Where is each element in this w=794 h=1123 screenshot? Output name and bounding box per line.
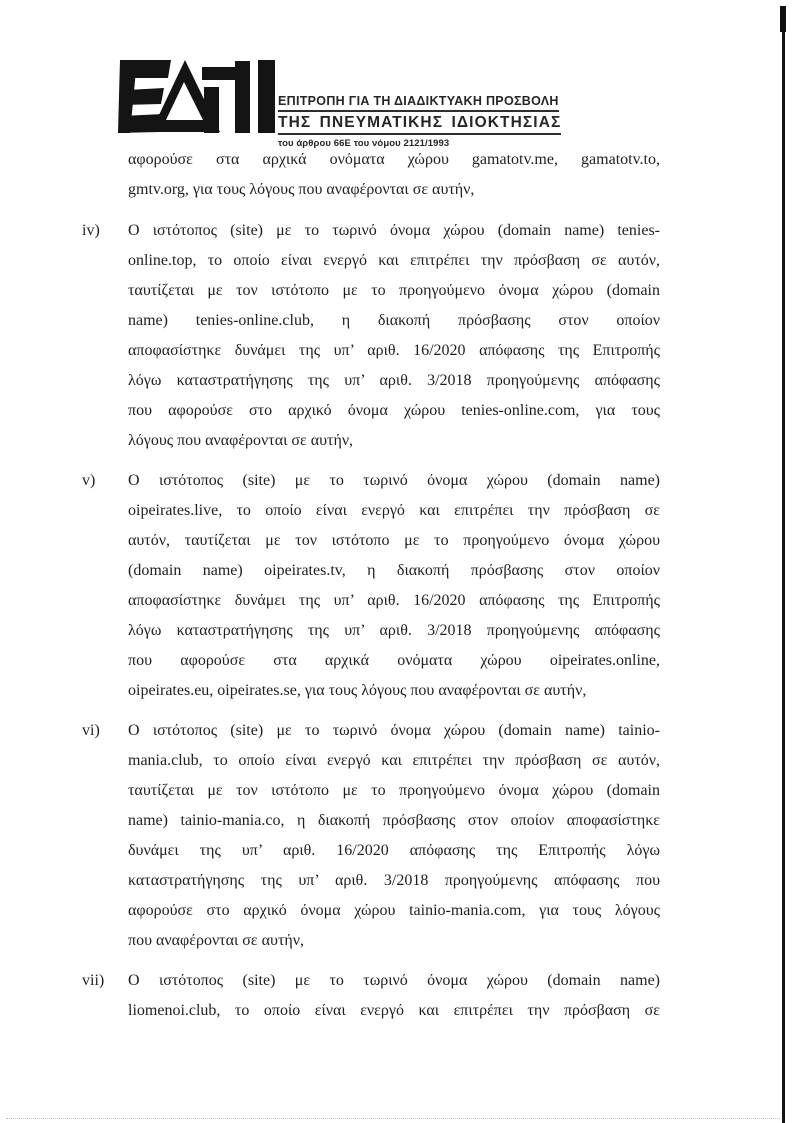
text-line: name) tenies-online.club, η διακοπή πρόσβασης στον οποίον	[128, 312, 660, 329]
text-line: ταυτίζεται με τον ιστότοπο με το προηγούμενο όνομα χώρου (domain	[128, 282, 660, 299]
list-item-v	[82, 466, 660, 706]
scan-edge-line	[782, 6, 785, 1123]
list-marker: vi)	[82, 722, 100, 739]
text-line: αφορούσε στα αρχικά ονόματα χώρου gamatotv.me, gamatotv.to,	[128, 151, 660, 168]
text-line: καταστρατήγησης της υπ’ αριθ. 3/2018 προηγούμενης απόφασης που	[128, 872, 660, 889]
text-line: (domain name) oipeirates.tv, η διακοπή πρόσβασης στον οποίον	[128, 562, 660, 579]
org-title-block	[278, 92, 578, 149]
text-line: ταυτίζεται με τον ιστότοπο με το προηγούμενο όνομα χώρου (domain	[128, 782, 660, 799]
text-line: που αφορούσε στα αρχικά ονόματα χώρου oipeirates.online,	[128, 652, 660, 669]
text-line: δυνάμει της υπ’ αριθ. 16/2020 απόφασης της Επιτροπής λόγω	[128, 842, 660, 859]
paragraph-continuation	[128, 145, 660, 205]
org-title-line2: ΤΗΣ ΠΝΕΥΜΑΤΙΚΗΣ ΙΔΙΟΚΤΗΣΙΑΣ	[278, 114, 561, 135]
text-line: Ο ιστότοπος (site) με το τωρινό όνομα χώρου (domain name) tainio-	[128, 722, 660, 739]
text-line: oipeirates.eu, oipeirates.se, για τους λόγους που αναφέρονται σε αυτήν,	[128, 682, 587, 699]
text-line: liomenoi.club, το οποίο είναι ενεργό και επιτρέπει την πρόσβαση σε	[128, 1002, 660, 1019]
text-line: mania.club, το οποίο είναι ενεργό και επιτρέπει την πρόσβαση σε αυτόν,	[128, 752, 660, 769]
org-subtitle-law-reference: του άρθρου 66Ε του νόμου 2121/1993	[278, 138, 450, 149]
org-title-line1: ΕΠΙΤΡΟΠΗ ΓΙΑ ΤΗ ΔΙΑΔΙΚΤΥΑΚΗ ΠΡΟΣΒΟΛΗ	[278, 94, 559, 112]
text-line: Ο ιστότοπος (site) με το τωρινό όνομα χώρου (domain name)	[128, 472, 660, 489]
text-line: αυτόν, ταυτίζεται με τον ιστότοπο με το προηγούμενο όνομα χώρου	[128, 532, 660, 549]
list-item-vii	[82, 966, 660, 1026]
text-line: online.top, το οποίο είναι ενεργό και επιτρέπει την πρόσβαση σε αυτόν,	[128, 252, 660, 269]
list-marker: v)	[82, 472, 96, 489]
text-line: που αφορούσε στο αρχικό όνομα χώρου tenies-online.com, για τους	[128, 402, 660, 419]
text-line: λόγω καταστρατήγησης της υπ’ αριθ. 3/2018 προηγούμενης απόφασης	[128, 372, 660, 389]
document-body	[82, 145, 660, 1036]
text-line: λόγους που αναφέρονται σε αυτήν,	[128, 432, 354, 449]
list-item-vi	[82, 716, 660, 956]
list-item-iv	[82, 216, 660, 456]
text-line: που αναφέρονται σε αυτήν,	[128, 932, 304, 949]
text-line: Ο ιστότοπος (site) με το τωρινό όνομα χώρου (domain name) tenies-	[128, 222, 660, 239]
scan-edge-blob	[780, 6, 786, 32]
text-line: αποφασίστηκε δυνάμει της υπ’ αριθ. 16/2020 απόφασης της Επιτροπής	[128, 592, 660, 609]
list-marker: iv)	[82, 222, 100, 239]
scan-bottom-dotted-line	[6, 1118, 780, 1119]
text-line: αφορούσε στο αρχικό όνομα χώρου tainio-mania.com, για τους λόγους	[128, 902, 660, 919]
text-line: name) tainio-mania.co, η διακοπή πρόσβασης στον οποίον αποφασίστηκε	[128, 812, 660, 829]
letterhead	[0, 0, 794, 160]
text-line: gmtv.org, για τους λόγους που αναφέρονται σε αυτήν,	[128, 181, 475, 198]
edppi-logo-icon	[118, 58, 275, 135]
text-line: λόγω καταστρατήγησης της υπ’ αριθ. 3/2018 προηγούμενης απόφασης	[128, 622, 660, 639]
text-line: oipeirates.live, το οποίο είναι ενεργό και επιτρέπει την πρόσβαση σε	[128, 502, 660, 519]
text-line: αποφασίστηκε δυνάμει της υπ’ αριθ. 16/2020 απόφασης της Επιτροπής	[128, 342, 660, 359]
text-line: Ο ιστότοπος (site) με το τωρινό όνομα χώρου (domain name)	[128, 972, 660, 989]
list-marker: vii)	[82, 972, 105, 989]
